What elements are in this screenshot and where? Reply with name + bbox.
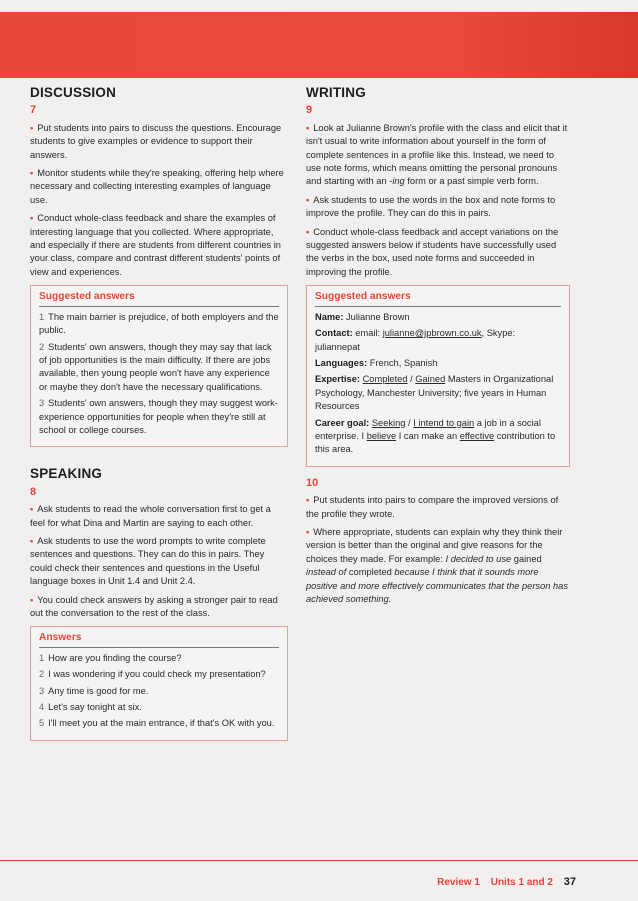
paragraph: • Where appropriate, students can explain why they think their version is better than the original and give reasons for the choices they made. For example: I decided to use gained instead of completed because I think that it sounds more positive and more effectively communicates that the person has achieved something. <box>306 526 568 604</box>
box-title: Suggested answers <box>315 290 561 306</box>
paragraph: • Ask students to read the whole conversation first to get a feel for what Dina and Martin are saying to each other. <box>30 504 271 528</box>
writing-heading: WRITING <box>306 85 366 100</box>
suggested-answers-box <box>30 285 288 447</box>
footer-review: Review 1 <box>437 877 480 888</box>
page-footer <box>437 876 576 888</box>
right-column <box>306 86 570 611</box>
bullet-icon: • <box>306 226 310 237</box>
bullet-icon: • <box>30 594 34 605</box>
exercise-number: 10 <box>306 476 319 489</box>
profile-career-goal: Career goal: Seeking / I intend to gain a job in a social enterprise. I believe I can make an effective contribution to this area. <box>315 417 556 455</box>
answers-box <box>30 626 288 740</box>
bullet-icon: • <box>30 168 34 179</box>
paragraph: • Conduct whole-class feedback and share the examples of interesting language that you collected. Where appropriate, and especially if there are students from different countries in your class, compare and contrast different students' points of view and experiences. <box>30 213 281 277</box>
answer-item: 2 Students' own answers, though they may say that lack of job opportunities is the main difficulty. If there are jobs available, then young people won't have any experience or maybe they don't have the necessary qualifications. <box>39 341 272 392</box>
bullet-icon: • <box>30 122 34 133</box>
paragraph: • Ask students to use the words in the box and note forms to improve the profile. They can do this in pairs. <box>306 194 556 219</box>
bullet-icon: • <box>306 194 310 205</box>
box-title: Answers <box>39 631 279 647</box>
answer-item: 3 Any time is good for me. <box>39 685 149 696</box>
profile-contact: Contact: email: julianne@jpbrown.co.uk, Skype: juliannepat <box>315 328 516 352</box>
paragraph: • You could check answers by asking a stronger pair to read out the conversation to the rest of the class. <box>30 594 278 618</box>
box-title: Suggested answers <box>39 290 279 306</box>
bullet-icon: • <box>306 526 310 537</box>
answer-item: 1 The main barrier is prejudice, of both employers and the public. <box>39 311 279 336</box>
footer-rule <box>0 860 638 861</box>
exercise-number: 7 <box>30 104 37 117</box>
bullet-icon: • <box>30 504 34 515</box>
profile-answers-box <box>306 285 570 466</box>
paragraph: • Look at Julianne Brown's profile with the class and elicit that it isn't usual to write information about yourself in the form of complete sentences in a profile like this. Instead, we need to use note forms, which means omitting the personal pronouns and starting with an -ing form or a past simple verb form. <box>306 122 568 187</box>
answer-item: 3 Students' own answers, though they may suggest work-experience opportunities for people when they're still at school or college courses. <box>39 398 278 435</box>
paragraph: • Put students into pairs to discuss the questions. Encourage students to give examples or evidence to support their answers. <box>30 122 282 160</box>
footer-units: Units 1 and 2 <box>490 877 553 888</box>
page-number: 37 <box>563 876 576 888</box>
paragraph: • Conduct whole-class feedback and accept variations on the suggested answers below if students have successfully used the verbs in the box, used note forms and succeeded in improving the profile. <box>306 226 559 277</box>
profile-languages: Languages: French, Spanish <box>315 357 438 368</box>
exercise-number: 8 <box>30 485 37 498</box>
bullet-icon: • <box>306 122 310 133</box>
bullet-icon: • <box>30 535 34 546</box>
answer-item: 4 Let's say tonight at six. <box>39 702 142 713</box>
exercise-number: 9 <box>306 104 313 117</box>
paragraph: • Ask students to use the word prompts to write complete sentences and questions. They can do this in pairs. They could check their sentences and questions in the Useful language boxes in Unit 1.4 and Unit 2.4. <box>30 535 266 587</box>
bullet-icon: • <box>30 213 34 224</box>
bullet-icon: • <box>306 495 310 506</box>
answer-item: 1 How are you finding the course? <box>39 652 182 663</box>
profile-expertise: Expertise: Completed / Gained Masters in Organizational Psychology, Manchester University; five years in Human Resources <box>315 374 554 412</box>
speaking-heading: SPEAKING <box>30 466 103 482</box>
answer-item: 5 I'll meet you at the main entrance, if that's OK with you. <box>39 718 275 729</box>
paragraph: • Put students into pairs to compare the improved versions of the profile they wrote. <box>306 495 559 519</box>
header-banner <box>0 12 638 78</box>
discussion-heading: DISCUSSION <box>30 85 117 100</box>
left-column <box>30 86 288 751</box>
profile-name: Name: Julianne Brown <box>315 311 410 322</box>
paragraph: • Monitor students while they're speaking, offering help where necessary and collecting interesting examples of language use. <box>30 168 284 205</box>
answer-item: 2 I was wondering if you could check my presentation? <box>39 669 266 680</box>
